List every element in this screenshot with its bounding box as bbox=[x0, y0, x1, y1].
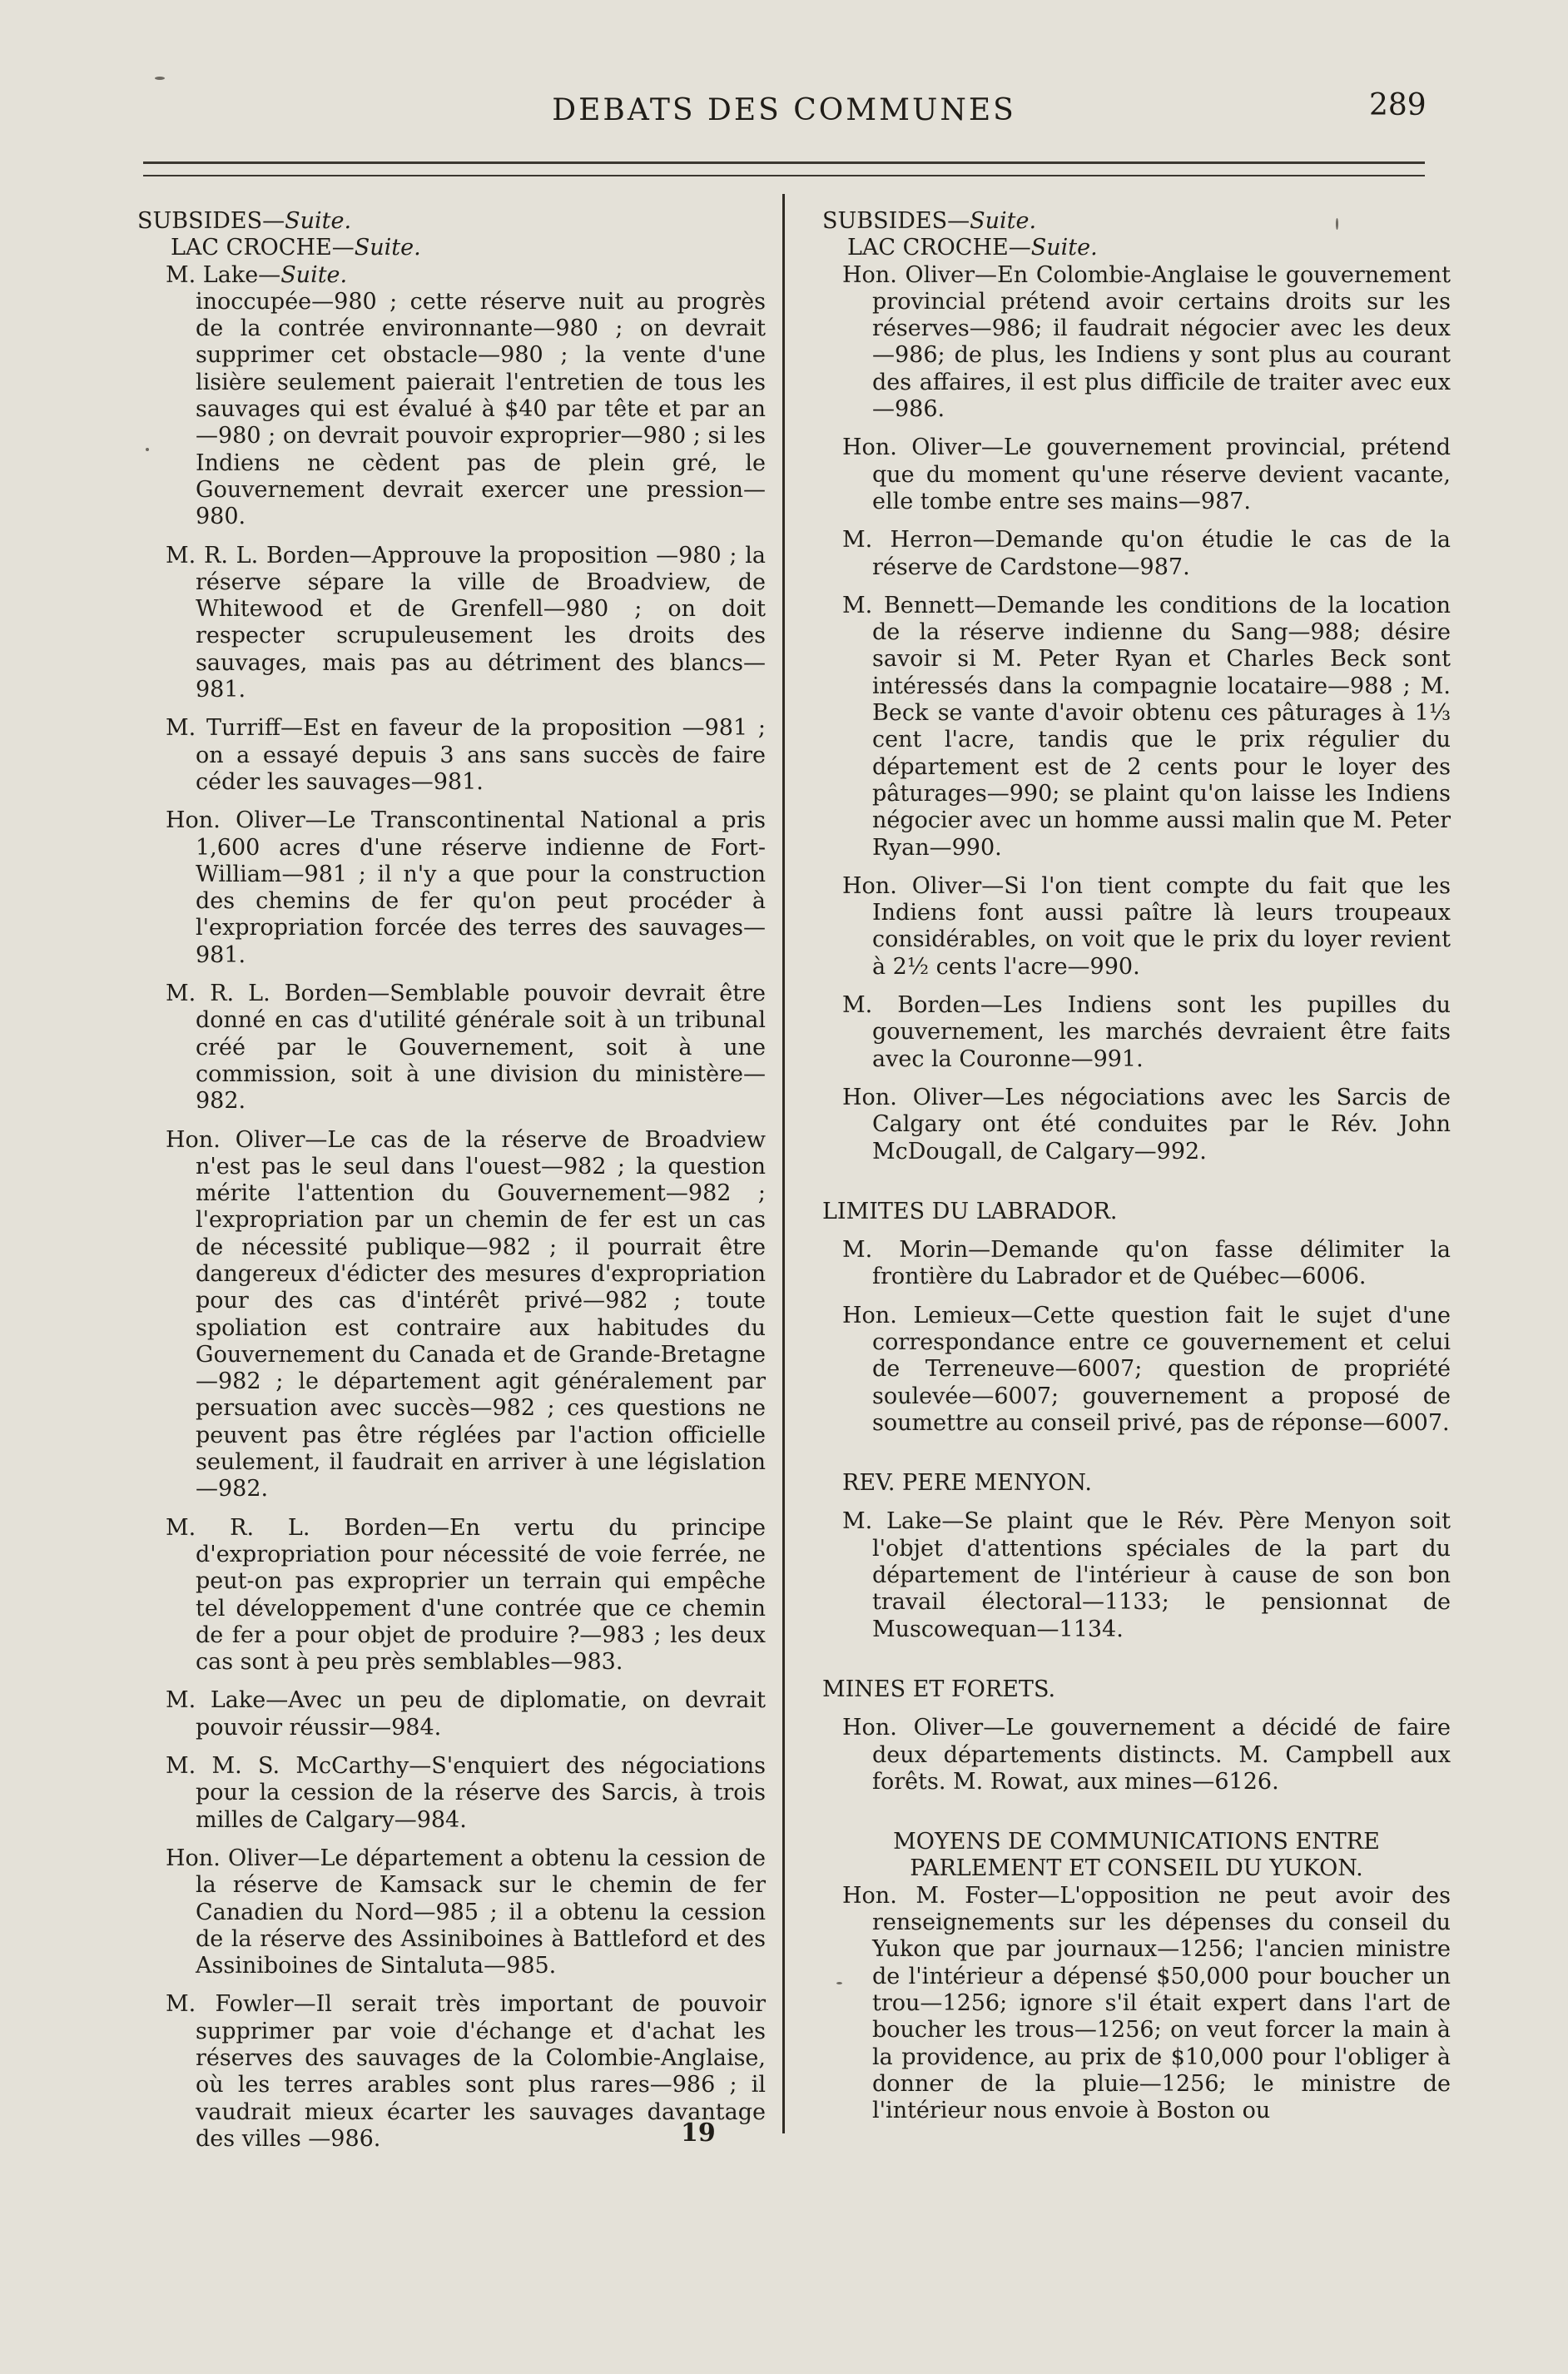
suite-label: Suite. bbox=[280, 261, 348, 288]
index-entry bbox=[822, 1303, 1451, 1437]
entry-text: M. Morin—Demande qu'on fasse délimiter la frontière du Labrador et de Québec—6006. bbox=[842, 1237, 1451, 1290]
suite-label: Suite. bbox=[1030, 235, 1098, 261]
index-entry bbox=[822, 235, 1451, 261]
index-entry bbox=[137, 715, 766, 796]
suite-label: Suite. bbox=[354, 235, 421, 261]
entry-text: M. R. L. Borden—Semblable pouvoir devrait être donné en cas d'utilité générale soit à un tribunal créé par le Gouvernement, soit à une commission, soit à une division du ministère—982. bbox=[166, 981, 766, 1115]
right-column bbox=[822, 208, 1451, 2124]
entry-text: M. R. L. Borden—Approuve la proposition —980 ; la réserve sépare la ville de Broadview, de Whitewood et de Grenfell—980 ; on doit respecter scrupuleusement les droits des sauvages, mais pas au détriment des blancs—981. bbox=[166, 542, 766, 703]
index-entry bbox=[822, 1676, 1451, 1703]
index-entry bbox=[822, 1199, 1451, 1225]
index-entry bbox=[137, 1127, 766, 1503]
index-entry bbox=[137, 262, 766, 289]
entry-text: LAC CROCHE— bbox=[847, 235, 1031, 261]
entry-text: M. R. L. Borden—En vertu du principe d'expropriation pour nécessité de voie ferrée, ne peut-on pas exproprier un terrain qui empêche tel développement d'une contrée que ce chemin de fer a pour objet de produire ?—983 ; les deux cas sont à peu près semblables—983. bbox=[166, 1514, 766, 1676]
index-entry bbox=[137, 543, 766, 704]
left-column bbox=[137, 208, 766, 2153]
index-entry bbox=[822, 1470, 1451, 1497]
entry-text: M. Lake— bbox=[166, 261, 281, 288]
index-entry bbox=[822, 873, 1451, 981]
entry-text: Hon. Oliver—Le Transcontinental National a pris 1,600 acres d'une réserve indienne de Fort-William—981 ; il n'y a que pour la construction des chemins de fer qu'on peut procéder à l'expropriation forcée des terres des sauvages—981. bbox=[166, 807, 766, 968]
index-entry bbox=[137, 981, 766, 1115]
index-entry bbox=[137, 1991, 766, 2153]
entry-text: M. M. S. McCarthy—S'enquiert des négociations pour la cession de la réserve des Sarcis, à trois milles de Calgary—984. bbox=[166, 1753, 766, 1833]
index-entry bbox=[137, 1515, 766, 1676]
entry-text: M. Fowler—Il serait très important de pouvoir supprimer par voie d'échange et d'achat les réserves des sauvages de la Colombie-Anglaise, où les terres arables sont plus rares—986 ; il vaudrait mieux écarter les sauvages davantage des villes —986. bbox=[166, 1991, 766, 2152]
index-entry bbox=[822, 435, 1451, 515]
entry-text: MOYENS DE COMMUNICATIONS ENTRE PARLEMENT ET CONSEIL DU YUKON. bbox=[893, 1829, 1380, 1882]
suite-label: Suite. bbox=[285, 208, 352, 234]
entry-text: Hon. M. Foster—L'opposition ne peut avoir des renseignements sur les dépenses du conseil du Yukon que par journaux—1256; l'ancien ministre de l'intérieur a dépensé $50,000 pour boucher un trou—1256; ignore s'il était expert dans l'art de boucher les trous—1256; on veut forcer la main à la providence, au prix de $10,000 pour l'obliger à donner de la pluie—1256; le ministre de l'intérieur nous envoie à Boston ou bbox=[842, 1882, 1451, 2124]
entry-text: M. Turriff—Est en faveur de la proposition —981 ; on a essayé depuis 3 ans sans succès de faire céder les sauvages—981. bbox=[166, 715, 766, 795]
index-entry bbox=[822, 1829, 1451, 1883]
entry-text: M. Lake—Se plaint que le Rév. Père Menyon soit l'objet d'attentions spéciales de la part du département de l'intérieur à cause de son bon travail électoral—1133; le pensionnat de Muscowequan—1134. bbox=[842, 1508, 1451, 1642]
entry-text: Hon. Oliver—Le cas de la réserve de Broadview n'est pas le seul dans l'ouest—982 ; la question mérite l'attention du Gouvernement—982 ; l'expropriation par un chemin de fer est un cas de nécessité publique—982 ; il pourrait être dangereux d'édicter des mesures d'expropriation pour des cas d'intérêt privé—982 ; toute spoliation est contraire aux habitudes du Gouvernement du Canada et de Grande-Bretagne—982 ; le département agit généralement par persuation avec succès—982 ; ces questions ne peuvent pas être réglées par l'action officielle seulement, il faudrait en arriver à une législation—982. bbox=[166, 1126, 766, 1502]
index-entry bbox=[822, 992, 1451, 1073]
index-entry bbox=[137, 235, 766, 261]
scan-speck bbox=[155, 77, 165, 80]
index-entry bbox=[137, 289, 766, 531]
entry-text: MINES ET FORETS. bbox=[822, 1676, 1056, 1702]
index-entry bbox=[822, 593, 1451, 862]
index-entry bbox=[822, 1508, 1451, 1642]
entry-text: LIMITES DU LABRADOR. bbox=[822, 1198, 1118, 1224]
suite-label: Suite. bbox=[970, 208, 1037, 234]
index-entry bbox=[822, 1237, 1451, 1291]
index-entry bbox=[822, 1085, 1451, 1165]
entry-text: Hon. Lemieux—Cette question fait le sujet d'une correspondance entre ce gouvernement et celui de Terreneuve—6007; question de propriété soulevée—6007; gouvernement a proposé de soumettre au conseil privé, pas de réponse—6007. bbox=[842, 1302, 1451, 1436]
entry-text: SUBSIDES— bbox=[137, 208, 285, 234]
index-entry bbox=[822, 1715, 1451, 1795]
index-entry bbox=[137, 807, 766, 969]
entry-text: REV. PERE MENYON. bbox=[842, 1470, 1092, 1497]
column-divider bbox=[782, 194, 785, 2133]
index-entry bbox=[822, 527, 1451, 581]
running-head: DEBATS DES COMMUNES bbox=[552, 93, 1016, 127]
entry-text: Hon. Oliver—Le gouvernement a décidé de faire deux départements distincts. M. Campbell aux forêts. M. Rowat, aux mines—6126. bbox=[842, 1715, 1451, 1795]
entry-text: Hon. Oliver—Si l'on tient compte du fait que les Indiens font aussi paître là leurs troupeaux considérables, on voit que le prix du loyer revient à 2½ cents l'acre—990. bbox=[842, 872, 1451, 980]
index-entry bbox=[137, 208, 766, 235]
entry-text: inoccupée—980 ; cette réserve nuit au progrès de la contrée environnante—980 ; on devrait supprimer cet obstacle—980 ; la vente d'une lisière seulement paierait l'entretien de tous les sauvages qui est évalué à $40 par tête et par an—980 ; on devrait pouvoir exproprier—980 ; si les Indiens ne cèdent pas de plein gré, le Gouvernement devrait exercer une pression—980. bbox=[196, 288, 766, 530]
top-rule-thin bbox=[143, 175, 1425, 176]
top-rule bbox=[143, 161, 1425, 164]
entry-text: SUBSIDES— bbox=[822, 208, 970, 234]
scan-speck bbox=[146, 448, 149, 451]
index-entry bbox=[137, 1687, 766, 1741]
index-entry bbox=[822, 262, 1451, 424]
scan-speck bbox=[836, 1982, 842, 1984]
entry-text: M. Lake—Avec un peu de diplomatie, on devrait pouvoir réussir—984. bbox=[166, 1687, 766, 1741]
entry-text: M. Bennett—Demande les conditions de la location de la réserve indienne du Sang—988; désire savoir si M. Peter Ryan et Charles Beck sont intéressés dans la compagnie locataire—988 ; M. Beck se vante d'avoir obtenu ces pâturages à 1⅓ cent l'acre, tandis que le prix régulier du département est de 2 cents pour le loyer des pâturages—990; se plaint qu'on laisse les Indiens négocier avec un homme aussi malin que M. Peter Ryan—990. bbox=[842, 592, 1451, 861]
index-entry bbox=[822, 1883, 1451, 2125]
index-entry bbox=[137, 1845, 766, 1979]
page-number: 289 bbox=[1369, 88, 1427, 122]
entry-text: Hon. Oliver—En Colombie-Anglaise le gouvernement provincial prétend avoir certains droits sur les réserves—986; il faudrait négocier avec les deux—986; de plus, les Indiens y sont plus au courant des affaires, il est plus difficile de traiter avec eux—986. bbox=[842, 261, 1451, 423]
entry-text: M. Herron—Demande qu'on étudie le cas de la réserve de Cardstone—987. bbox=[842, 527, 1451, 580]
entry-text: LAC CROCHE— bbox=[171, 235, 355, 261]
entry-text: M. Borden—Les Indiens sont les pupilles du gouvernement, les marchés devraient être faits avec la Couronne—991. bbox=[842, 992, 1451, 1072]
folio-number: 19 bbox=[681, 2118, 716, 2148]
scan-speck bbox=[1336, 218, 1338, 230]
entry-text: Hon. Oliver—Le gouvernement provincial, prétend que du moment qu'une réserve devient vacante, elle tombe entre ses mains—987. bbox=[842, 435, 1451, 514]
index-entry bbox=[822, 208, 1451, 235]
index-entry bbox=[137, 1753, 766, 1834]
entry-text: Hon. Oliver—Le département a obtenu la cession de la réserve de Kamsack sur le chemin de fer Canadien du Nord—985 ; il a obtenu la cession de la réserve des Assiniboines à Battleford et des Assiniboines de Sintaluta—985. bbox=[166, 1845, 766, 1979]
entry-text: Hon. Oliver—Les négociations avec les Sarcis de Calgary ont été conduites par le Rév. John McDougall, de Calgary—992. bbox=[842, 1084, 1451, 1165]
